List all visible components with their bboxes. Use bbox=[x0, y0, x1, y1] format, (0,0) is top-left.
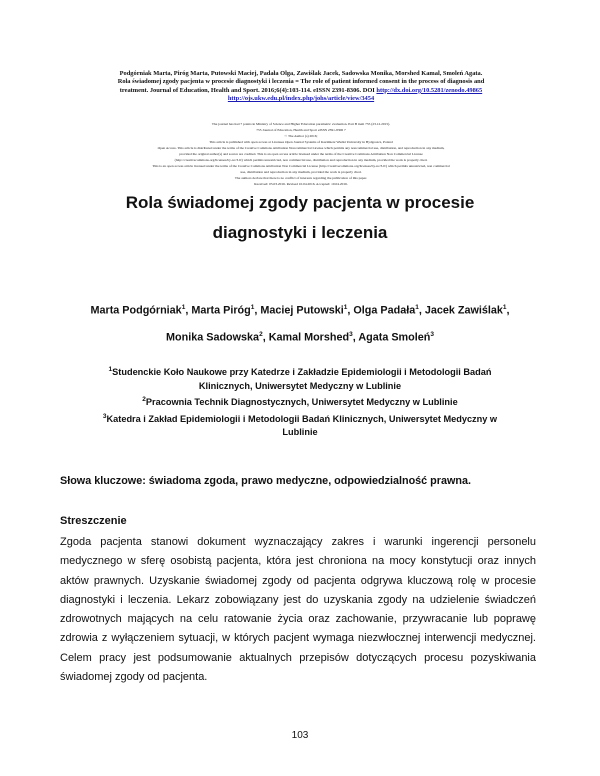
author-name: Jacek Zawiślak bbox=[424, 304, 503, 317]
abstract-text: Zgoda pacjenta stanowi dokument wyznaczający zakres i warunki ingerencji personelu medycznego w sferę osobistą pacjenta, która jest chroniona na mocy konstytucji oraz innych aktów prawnych. Uzyskanie świadomej zgody od pacjenta odgrywa kluczową rolę w procesie diagnostyki i leczenia. Lekarz zobowiązany jest do uzyskania zgody na udzielenie świadczeń zdrowotnych mających na celu ratowanie życia oraz zachowanie, przywracanie lub poprawę zdrowia z wyłączeniem sytuacji, w których pacjent wymaga niezwłocznej interwencji medycznej. Celem pracy jest podsumowanie aktualnych przepisów dotyczących procesu pozyskiwania świadomej zgody od pacjenta. bbox=[60, 536, 536, 684]
authors-line-1: Marta Podgórniak$^1$, Marta Piróg$^1$, Maciej Putowski$^1$, Olga Padała$^1$, Jacek Zawiślak$^1$, bbox=[90, 304, 510, 317]
citation-block bbox=[66, 70, 536, 104]
paper-title bbox=[60, 188, 540, 248]
title-line-1: Rola świadomej zgody pacjenta w procesie bbox=[125, 193, 475, 212]
article-link[interactable]: http://ojs.ukw.edu.pl/index.php/johs/article/view/3454 bbox=[227, 95, 375, 103]
affiliation-3-line-1: $^3$Katedra i Zakład Epidemiologii i Metodologii Badań Klinicznych, Uniwersytet Medyczny w bbox=[102, 412, 498, 424]
author-affiliation-mark: 1 bbox=[250, 304, 255, 311]
affiliation-3-line-2: Lublinie bbox=[282, 427, 318, 438]
citation-line-1: Podgórniak Marta, Piróg Marta, Putowski Maciej, Padała Olga, Zawiślak Jacek, Sadowska Monika, Morshed Kamal, Smoleń Agata. bbox=[119, 70, 483, 77]
author-affiliation-mark: 2 bbox=[259, 330, 263, 338]
license-line: This article is published with open access at Licensee Open Journal Systems of Kazimierz Wielki University in Bydgoszcz, Poland bbox=[209, 140, 393, 144]
author-name: Monika Sadowska bbox=[166, 331, 260, 344]
doi-link[interactable]: http://dx.doi.org/10.5281/zenodo.49865 bbox=[376, 86, 483, 94]
authors-line-2: Monika Sadowska$^2$, Kamal Morshed$^3$, Agata Smoleń$^3$ bbox=[166, 330, 434, 344]
author-name: Agata Smoleń bbox=[358, 331, 431, 344]
license-line: The authors declare that there is no conflict of interests regarding the publication of this paper. bbox=[234, 176, 368, 180]
license-line: © The Author (s) 2016; bbox=[284, 134, 318, 138]
license-line: This is an open access article licensed under the terms of the Creative Commons Attribution Non Commercial License (http://creativecommons.org/licenses/by-nc/3.0/) which permits unrestricted, non commercial bbox=[152, 164, 450, 168]
affiliation-1-line-1: $^1$Studenckie Koło Naukowe przy Katedrze i Zakładzie Epidemiologii i Metodologii Badań bbox=[108, 366, 492, 378]
author-name: Kamal Morshed bbox=[268, 331, 350, 344]
citation-line-2: Rola świadomej zgody pacjenta w procesie diagnostyki i leczenia = The role of patient informed consent in the process of diagnosis and bbox=[117, 78, 485, 86]
author-affiliation-mark: 3 bbox=[349, 330, 353, 338]
abstract-heading: Streszczenie bbox=[60, 515, 127, 527]
author-affiliation-mark: 1 bbox=[502, 304, 507, 311]
author-name: Marta Piróg bbox=[191, 304, 251, 317]
affiliation-number: 1 bbox=[108, 366, 113, 373]
license-line: (http://creativecommons.org/licenses/by-nc/3.0/) which permits unrestricted, non commercial use, distribution and reproduction in any medium, provided the work is properly cited. bbox=[174, 158, 428, 162]
license-line: Open Access. This article is distributed under the terms of the Creative Commons Attribution Noncommercial License which permits any noncommercial use, distribution, and reproduction in any medium, bbox=[157, 146, 445, 150]
license-block bbox=[66, 121, 536, 187]
citation-line-3: treatment. Journal of Education, Health and Sport. 2016;6(4):103-114. eISSN 2391-8306. DOI http://dx.doi.org/10.5281/zenodo.49865 bbox=[119, 86, 483, 94]
author-affiliation-mark: 1 bbox=[415, 304, 419, 311]
affiliation-1-line-2: Klinicznych, Uniwersytet Medyczny w Lublinie bbox=[198, 380, 402, 391]
author-name: Olga Padała bbox=[353, 304, 416, 317]
citation-line-4 bbox=[66, 95, 536, 103]
license-line: 755 Journal of Education, Health and Sport eISSN 2391-8306 7 bbox=[256, 128, 346, 132]
license-line: The journal has had 7 points in Ministry of Science and Higher Education parametric evaluation. Part B item 755 (23.12.2015). bbox=[211, 122, 391, 126]
license-line: use, distribution and reproduction in any medium, provided the work is properly cited. bbox=[240, 170, 362, 174]
affiliation-number: 2 bbox=[142, 396, 146, 404]
affiliation-number: 3 bbox=[102, 412, 107, 420]
license-line: Received: 05.03.2016. Revised 10.04.2016. Accepted: 10.04.2016. bbox=[254, 182, 348, 186]
title-line-2: diagnostyki i leczenia bbox=[212, 223, 388, 242]
affiliation-list bbox=[60, 363, 540, 440]
keywords: Słowa kluczowe: świadoma zgoda, prawo medyczne, odpowiedzialność prawna. bbox=[60, 475, 471, 487]
author-list bbox=[60, 296, 540, 349]
affiliation-2-line-1: $^2$Pracownia Technik Diagnostycznych, Uniwersytet Medyczny w Lublinie bbox=[142, 396, 458, 408]
author-name: Marta Podgórniak bbox=[90, 304, 182, 317]
license-line: provided the original author(s) and source are credited. This is an open access article licensed under the terms of the Creative Commons Attribution Non Commercial License bbox=[179, 152, 423, 156]
author-name: Maciej Putowski bbox=[260, 304, 344, 317]
author-affiliation-mark: 3 bbox=[430, 330, 434, 338]
author-affiliation-mark: 1 bbox=[343, 304, 348, 311]
author-affiliation-mark: 1 bbox=[181, 304, 186, 311]
page-number: 103 bbox=[291, 730, 309, 741]
